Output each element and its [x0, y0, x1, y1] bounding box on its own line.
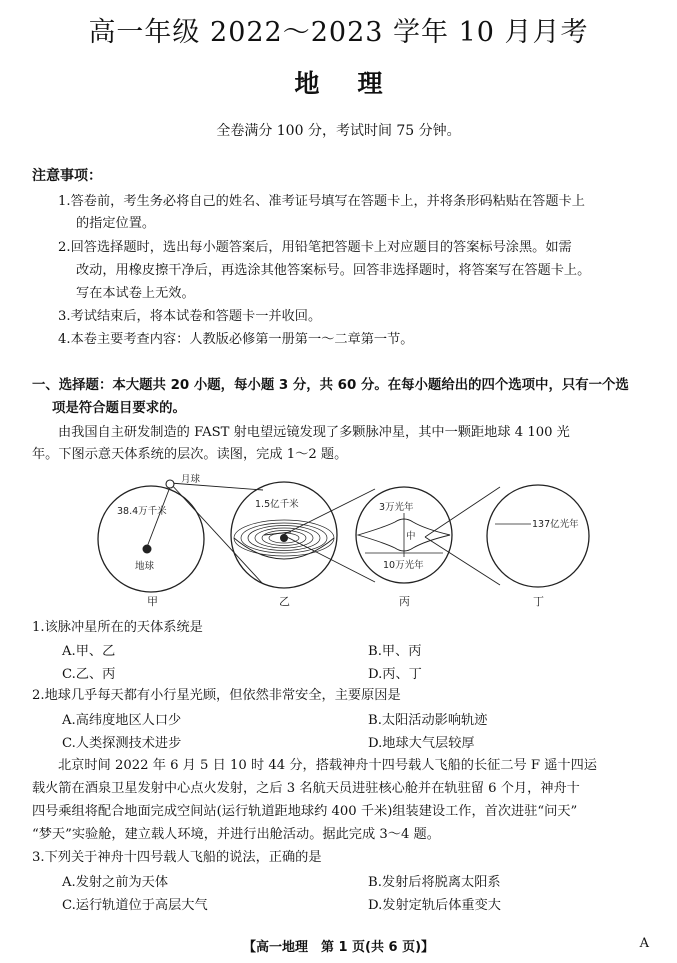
caption-ding: 丁: [533, 595, 544, 608]
exam-title: 高一年级 2022～2023 学年 10 月月考: [88, 17, 589, 48]
passage-2-line-1: 北京时间 2022 年 6 月 5 日 10 时 44 分，搭载神舟十四号载人飞船的长征二号 F 遥十四运: [58, 758, 597, 773]
caption-bing: 丙: [399, 595, 410, 608]
label-bing-bottom: 10万光年: [383, 560, 424, 571]
score-note: 全卷满分 100 分，考试时间 75 分钟。: [216, 123, 461, 139]
label-bing-top: 3万光年: [379, 502, 414, 513]
passage-1-line-1: 由我国自主研发制造的 FAST 射电望远镜发现了多颗脉冲星，其中一颗距地球 4 100 光: [58, 425, 570, 440]
caption-jia: 甲: [147, 595, 158, 608]
notice-line-3: 2.回答选择题时，选出每小题答案后，用铅笔把答题卡上对应题目的答案标号涂黑。如需: [58, 240, 572, 255]
question-3-option-b: B.发射后将脱离太阳系: [368, 875, 501, 890]
subject-title: 地理: [294, 69, 421, 98]
notice-line-7: 4.本卷主要考查内容：人教版必修第一册第一～二章第一节。: [58, 332, 414, 347]
passage-2-line-4: “梦天”实验舱，建立载人环境，并进行出舱活动。据此完成 3～4 题。: [32, 827, 440, 842]
notice-line-1: 1.答卷前，考生务必将自己的姓名、准考证号填写在答题卡上，并将条形码粘贴在答题卡上: [58, 194, 585, 209]
notice-line-4: 改动，用橡皮擦干净后，再选涂其他答案标号。回答非选择题时，将答案写在答题卡上。: [76, 263, 591, 278]
page-footer: 【高一地理 第 1 页(共 6 页)】: [242, 940, 435, 955]
question-3-option-a: A.发射之前为天体: [62, 875, 169, 890]
label-ding-distance: 137亿光年: [532, 519, 579, 530]
notice-line-2: 的指定位置。: [76, 216, 156, 231]
earth-dot: [143, 545, 152, 554]
question-3-option-d: D.发射定轨后体重变大: [368, 898, 501, 913]
label-yi-distance: 1.5亿千米: [255, 499, 299, 510]
question-3-option-c: C.运行轨道位于高层大气: [62, 898, 208, 913]
passage-1-line-2: 年。下图示意天体系统的层次。读图，完成 1～2 题。: [32, 447, 348, 462]
question-1-option-a: A.甲、乙: [62, 644, 116, 659]
question-2-stem: 2.地球几乎每天都有小行星光顾，但依然非常安全，主要原因是: [32, 688, 401, 703]
question-1-option-b: B.甲、丙: [368, 644, 422, 659]
question-2-option-a: A.高纬度地区人口少: [62, 713, 182, 728]
question-1-option-c: C.乙、丙: [62, 667, 116, 682]
notice-line-5: 写在本试卷上无效。: [76, 286, 195, 301]
passage-2-line-3: 四号乘组将配合地面完成空间站(运行轨道距地球约 400 千米)组装建设工作，首次进驻“问天”: [32, 804, 578, 819]
label-bing-center: 中: [406, 531, 416, 542]
panel-ding: [487, 485, 589, 587]
caption-yi: 乙: [279, 595, 290, 608]
panel-bing: [356, 487, 452, 583]
question-1-stem: 1.该脉冲星所在的天体系统是: [32, 620, 203, 635]
question-2-option-d: D.地球大气层较厚: [368, 736, 475, 751]
question-3-stem: 3.下列关于神舟十四号载人飞船的说法，正确的是: [32, 850, 322, 865]
paper-version: A: [639, 936, 649, 951]
panel-jia: [98, 473, 204, 592]
label-moon: 月球: [181, 474, 201, 485]
passage-2-line-2: 载火箭在酒泉卫星发射中心点火发射，之后 3 名航天员进驻核心舱并在轨驻留 6 个月，神舟十: [32, 781, 580, 796]
question-1-option-d: D.丙、丁: [368, 667, 422, 682]
label-earth: 地球: [135, 561, 155, 572]
celestial-system-figure: [95, 472, 595, 612]
question-2-option-b: B.太阳活动影响轨迹: [368, 713, 488, 728]
panel-yi: [231, 482, 337, 588]
section-heading-line-1: 一、选择题：本大题共 20 小题，每小题 3 分，共 60 分。在每小题给出的四个选项中，只有一个选: [32, 378, 629, 393]
section-heading-line-2: 项是符合题目要求的。: [52, 401, 186, 416]
moon-dot: [166, 480, 174, 488]
notice-heading: 注意事项：: [32, 168, 102, 184]
label-jia-distance: 38.4万千米: [117, 506, 167, 517]
question-2-option-c: C.人类探测技术进步: [62, 736, 182, 751]
notice-line-6: 3.考试结束后，将本试卷和答题卡一并收回。: [58, 309, 322, 324]
